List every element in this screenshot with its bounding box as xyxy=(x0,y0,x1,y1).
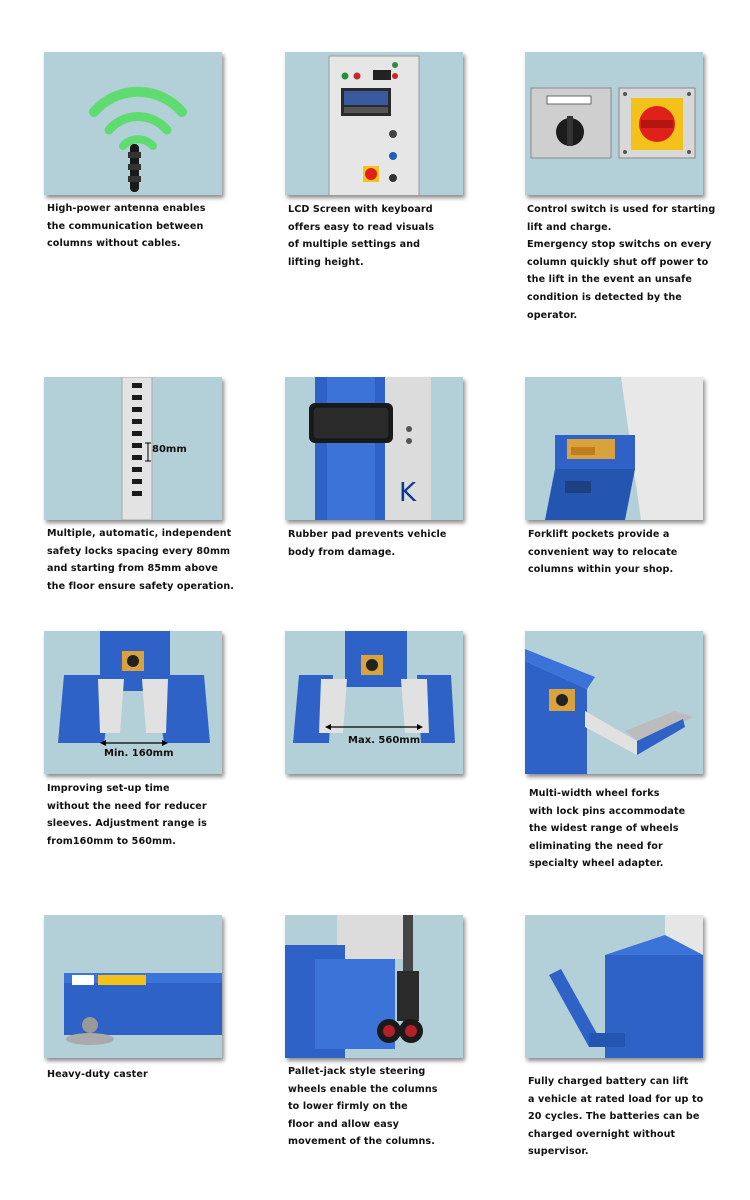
max-width-photo xyxy=(285,631,463,774)
steering-wheels xyxy=(285,915,463,1058)
forks-photo xyxy=(525,631,703,774)
dimension-label: 80mm xyxy=(152,444,187,455)
rubber-pad xyxy=(285,377,463,520)
feature-caption: Forklift pockets provide a convenient way to relocate columns within your shop. xyxy=(528,529,678,576)
svg-text:K: K xyxy=(399,478,417,508)
selector-switch xyxy=(525,52,703,195)
lock-column xyxy=(44,377,222,520)
caster-photo xyxy=(44,915,222,1058)
antenna-icon xyxy=(44,52,222,195)
pockets-photo xyxy=(525,377,703,520)
lcd-photo xyxy=(285,52,463,195)
feature-caption: Multi-width wheel forks with lock pins accommodate the widest range of wheels eliminating the need for specialty wheel adapter. xyxy=(529,788,686,870)
feature-caption: Fully charged battery can lift a vehicle at rated load for up to 20 cycles. The batteries can be charged overnight without supervisor. xyxy=(528,1076,704,1158)
locks-photo xyxy=(44,377,222,520)
feature-caption: Heavy-duty caster xyxy=(47,1069,148,1080)
forklift-pockets xyxy=(525,377,703,520)
steering-photo xyxy=(285,915,463,1058)
dimension-label: Min. 160mm xyxy=(104,748,174,759)
caster xyxy=(44,915,222,1058)
forks-max xyxy=(285,631,463,774)
feature-caption: Multiple, automatic, independent safety locks spacing every 80mm and starting from 85mm above the floor ensure safety operation. xyxy=(47,528,234,592)
dimension-label: Max. 560mm xyxy=(348,735,421,746)
switch-photo xyxy=(525,52,703,195)
feature-caption: LCD Screen with keyboard offers easy to read visuals of multiple settings and lifting height. xyxy=(288,204,435,268)
feature-caption: Control switch is used for starting lift and charge. Emergency stop switchs on every column quickly shut off power to the lift in the event an unsafe condition is detected by the operator. xyxy=(527,204,716,321)
wheel-forks xyxy=(525,631,703,774)
battery-housing xyxy=(525,915,703,1058)
antenna-photo xyxy=(44,52,222,195)
feature-caption: Pallet-jack style steering wheels enable the columns to lower firmly on the floor and allow easy movement of the columns. xyxy=(288,1066,438,1148)
feature-caption: Rubber pad prevents vehicle body from damage. xyxy=(288,529,447,558)
pad-photo xyxy=(285,377,463,520)
min-width-photo xyxy=(44,631,222,774)
control-panel xyxy=(285,52,463,195)
battery-photo xyxy=(525,915,703,1058)
feature-caption: Improving set-up time without the need for reducer sleeves. Adjustment range is from160mm to 560mm. xyxy=(47,783,207,847)
feature-caption: High-power antenna enables the communication between columns without cables. xyxy=(47,203,206,250)
